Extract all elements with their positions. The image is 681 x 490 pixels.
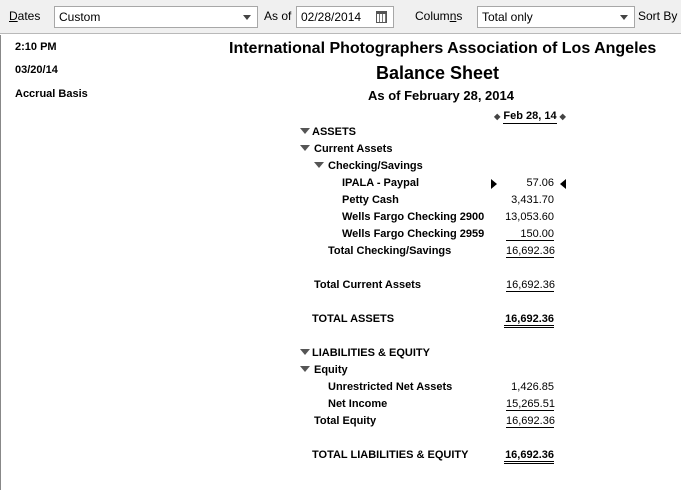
row-amount[interactable]: 150.00 xyxy=(506,228,554,241)
row-label[interactable]: Total Current Assets xyxy=(314,279,421,291)
collapse-triangle-icon[interactable] xyxy=(300,366,310,372)
report-body xyxy=(0,35,681,490)
as-of-label: As of xyxy=(264,9,292,23)
report-date: 03/20/14 xyxy=(15,64,58,76)
column-header[interactable] xyxy=(491,110,569,122)
row-label[interactable]: Unrestricted Net Assets xyxy=(328,381,453,393)
chevron-down-icon xyxy=(620,15,628,20)
row-amount[interactable]: 16,692.36 xyxy=(504,449,554,464)
row-amount[interactable]: 16,692.36 xyxy=(506,279,555,291)
row-amount[interactable]: 16,692.36 xyxy=(506,245,555,257)
collapse-triangle-icon[interactable] xyxy=(300,349,310,355)
row-amount[interactable]: 15,265.51 xyxy=(506,398,555,410)
row-label[interactable]: TOTAL LIABILITIES & EQUITY xyxy=(312,449,469,461)
column-resize-icon[interactable]: ◆ xyxy=(494,112,501,121)
row-amount[interactable]: 16,692.36 xyxy=(504,313,554,328)
column-header-label: Feb 28, 14 xyxy=(503,110,557,122)
as-of-date-value: 02/28/2014 xyxy=(301,10,362,24)
column-resize-icon[interactable]: ◆ xyxy=(559,112,566,121)
row-label[interactable]: Total Checking/Savings xyxy=(328,245,452,257)
chevron-down-icon xyxy=(243,15,251,20)
row-label[interactable]: ASSETS xyxy=(312,126,357,138)
row-label[interactable]: TOTAL ASSETS xyxy=(312,313,395,325)
row-label[interactable]: IPALA - Paypal xyxy=(342,177,420,189)
collapse-triangle-icon[interactable] xyxy=(314,162,324,168)
row-label[interactable]: Petty Cash xyxy=(342,194,399,206)
collapse-triangle-icon[interactable] xyxy=(300,145,310,151)
row-amount[interactable]: 13,053.60 xyxy=(505,211,554,223)
row-label[interactable]: Wells Fargo Checking 2959 xyxy=(342,228,485,240)
row-label[interactable]: Wells Fargo Checking 2900 xyxy=(342,211,485,223)
columns-dropdown-value: Total only xyxy=(482,10,533,24)
collapse-triangle-icon[interactable] xyxy=(300,128,310,134)
company-name: International Photographers Association of Los Angeles xyxy=(229,40,657,57)
row-label[interactable]: Equity xyxy=(314,364,348,376)
report-basis: Accrual Basis xyxy=(15,88,88,100)
calendar-icon[interactable] xyxy=(376,11,387,23)
dates-dropdown-value: Custom xyxy=(59,10,101,24)
report-time: 2:10 PM xyxy=(15,41,57,53)
row-amount[interactable]: 3,431.70 xyxy=(511,194,554,206)
as-of-date-field[interactable] xyxy=(296,6,394,28)
report-title: Balance Sheet xyxy=(376,63,500,83)
row-label[interactable]: Net Income xyxy=(328,398,388,410)
dates-label: Dates xyxy=(9,9,41,23)
report-as-of: As of February 28, 2014 xyxy=(368,88,514,103)
dates-dropdown[interactable] xyxy=(54,6,258,28)
row-amount[interactable]: 57.06 xyxy=(526,177,554,189)
row-label[interactable]: Total Equity xyxy=(314,415,377,427)
columns-label: Columns xyxy=(415,9,463,23)
row-label[interactable]: Checking/Savings xyxy=(328,160,423,172)
selected-row-marker-icon xyxy=(560,179,566,189)
sort-by-label[interactable]: Sort By xyxy=(638,9,678,23)
row-label[interactable]: Current Assets xyxy=(314,143,393,155)
row-label[interactable]: LIABILITIES & EQUITY xyxy=(312,347,430,359)
row-amount[interactable]: 16,692.36 xyxy=(506,415,555,427)
columns-dropdown[interactable] xyxy=(477,6,635,28)
report-toolbar xyxy=(0,0,681,34)
row-amount[interactable]: 1,426.85 xyxy=(511,381,554,393)
